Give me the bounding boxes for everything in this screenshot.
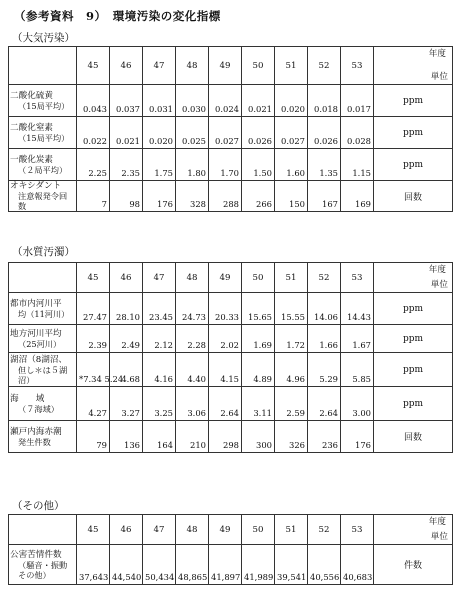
other-table <box>8 514 453 585</box>
row-label <box>9 85 77 117</box>
indicator-subtitle: 均（11河川） <box>18 308 70 319</box>
value-cell: 266 <box>242 181 275 212</box>
row-label <box>9 149 77 181</box>
value-cell: 3.11 <box>242 387 275 421</box>
value-cell: 0.027 <box>209 117 242 149</box>
year-header: 46 <box>110 47 143 85</box>
year-header: 53 <box>341 263 374 293</box>
row-label <box>9 293 77 325</box>
value-cell: 0.028 <box>341 117 374 149</box>
value-cell: 288 <box>209 181 242 212</box>
value-cell: 5.85 <box>341 353 374 387</box>
value-cell: 14.43 <box>341 293 374 325</box>
indicator-name: オキシダント <box>10 181 62 191</box>
year-header: 47 <box>143 47 176 85</box>
value-cell: 2.64 <box>209 387 242 421</box>
value-cell: 37,643 <box>77 545 110 585</box>
year-header: 51 <box>275 47 308 85</box>
indicator-name: 二酸化窒素 <box>10 122 53 133</box>
value-cell: 28.10 <box>110 293 143 325</box>
value-cell: 1.15 <box>341 149 374 181</box>
year-label: 年度 <box>428 517 446 527</box>
value-cell: 300 <box>242 421 275 453</box>
value-cell: 40,556 <box>308 545 341 585</box>
unit-cell: ppm <box>374 325 453 353</box>
value-cell: 0.022 <box>77 117 110 149</box>
value-cell: 0.037 <box>110 85 143 117</box>
indicator-subtitle: （騒音・振動その他） <box>18 559 68 580</box>
value-cell: 48,865 <box>176 545 209 585</box>
value-cell: 2.49 <box>110 325 143 353</box>
year-unit-corner <box>374 515 453 545</box>
value-cell: 2.02 <box>209 325 242 353</box>
value-cell: 326 <box>275 421 308 453</box>
year-header: 49 <box>209 47 242 85</box>
row-label <box>9 545 77 585</box>
year-unit-corner <box>374 263 453 293</box>
table-row <box>9 117 453 149</box>
value-cell: 3.25 <box>143 387 176 421</box>
value-cell: 0.018 <box>308 85 341 117</box>
page-title: （参考資料 9） 環境汚染の変化指標 <box>14 9 221 23</box>
value-cell: 5.29 <box>308 353 341 387</box>
value-cell: 3.00 <box>341 387 374 421</box>
row-label <box>9 421 77 453</box>
value-cell: 27.47 <box>77 293 110 325</box>
table-row <box>9 85 453 117</box>
year-header: 48 <box>176 263 209 293</box>
header-blank <box>9 515 77 545</box>
value-cell: 4.40 <box>176 353 209 387</box>
unit-label: 単位 <box>430 72 448 82</box>
value-cell: 0.020 <box>143 117 176 149</box>
value-cell: 98 <box>110 181 143 212</box>
year-header: 46 <box>110 263 143 293</box>
value-cell: 1.75 <box>143 149 176 181</box>
value-cell: 41,989 <box>242 545 275 585</box>
value-cell: 40,683 <box>341 545 374 585</box>
unit-cell: ppm <box>374 353 453 387</box>
unit-cell: ppm <box>374 149 453 181</box>
value-cell: 210 <box>176 421 209 453</box>
table-row <box>9 353 453 387</box>
value-cell: 0.030 <box>176 85 209 117</box>
year-label: 年度 <box>428 49 446 59</box>
year-header: 51 <box>275 263 308 293</box>
table-row <box>9 545 453 585</box>
value-cell: 3.06 <box>176 387 209 421</box>
value-cell: 1.72 <box>275 325 308 353</box>
value-cell: 1.50 <box>242 149 275 181</box>
indicator-subtitle: （15局平均） <box>18 132 70 143</box>
indicator-name: 二酸化硫黄 <box>10 90 53 101</box>
value-cell: 0.021 <box>110 117 143 149</box>
value-cell: 1.80 <box>176 149 209 181</box>
table-row <box>9 149 453 181</box>
value-cell: 167 <box>308 181 341 212</box>
unit-label: 単位 <box>430 532 448 542</box>
section-label-air: （大気汚染） <box>12 32 75 44</box>
year-header: 46 <box>110 515 143 545</box>
row-label <box>9 325 77 353</box>
year-header: 45 <box>77 47 110 85</box>
value-cell: 41,897 <box>209 545 242 585</box>
indicator-subtitle: 但し＊は５湖沼） <box>18 364 68 385</box>
value-cell: 4.68 <box>110 353 143 387</box>
value-cell: 15.55 <box>275 293 308 325</box>
year-header: 48 <box>176 47 209 85</box>
year-header: 47 <box>143 263 176 293</box>
value-cell: 0.017 <box>341 85 374 117</box>
value-cell: 0.026 <box>242 117 275 149</box>
header-row <box>9 47 453 85</box>
table-row <box>9 387 453 421</box>
value-cell: 14.06 <box>308 293 341 325</box>
year-header: 49 <box>209 263 242 293</box>
unit-label: 単位 <box>430 280 448 290</box>
indicator-name: 湖沼（8湖沼、 <box>10 354 68 365</box>
indicator-subtitle: （２局平均） <box>18 164 68 175</box>
unit-cell: ppm <box>374 85 453 117</box>
value-cell: 20.33 <box>209 293 242 325</box>
value-cell: 4.89 <box>242 353 275 387</box>
row-label <box>9 181 77 212</box>
value-cell: 23.45 <box>143 293 176 325</box>
section-label-other: （その他） <box>12 500 65 512</box>
header-row <box>9 263 453 293</box>
value-cell: 2.28 <box>176 325 209 353</box>
header-blank <box>9 47 77 85</box>
value-cell: 3.27 <box>110 387 143 421</box>
indicator-subtitle: （７海域） <box>18 403 59 414</box>
indicator-name: 瀬戸内海赤潮 <box>10 426 62 437</box>
value-cell: 4.15 <box>209 353 242 387</box>
row-label <box>9 117 77 149</box>
header-blank <box>9 263 77 293</box>
year-unit-corner <box>374 47 453 85</box>
indicator-name: 海 域 <box>10 393 45 404</box>
year-header: 53 <box>341 515 374 545</box>
value-cell: 0.026 <box>308 117 341 149</box>
indicator-name: 都市内河川平 <box>10 298 62 309</box>
year-header: 50 <box>242 47 275 85</box>
indicator-name: 一酸化炭素 <box>10 154 53 165</box>
value-cell: 44,540 <box>110 545 143 585</box>
unit-cell: 件数 <box>374 545 453 585</box>
row-label <box>9 353 77 387</box>
value-cell: 1.70 <box>209 149 242 181</box>
unit-cell: ppm <box>374 293 453 325</box>
indicator-subtitle: 発生件数 <box>18 436 51 447</box>
value-cell: 2.25 <box>77 149 110 181</box>
value-cell: 0.027 <box>275 117 308 149</box>
value-cell: 164 <box>143 421 176 453</box>
value-cell: 298 <box>209 421 242 453</box>
value-cell: 4.27 <box>77 387 110 421</box>
value-cell: 2.35 <box>110 149 143 181</box>
table-row <box>9 181 453 212</box>
table-row <box>9 421 453 453</box>
value-cell: 39,541 <box>275 545 308 585</box>
year-header: 50 <box>242 515 275 545</box>
year-header: 52 <box>308 47 341 85</box>
value-cell: 4.16 <box>143 353 176 387</box>
year-header: 50 <box>242 263 275 293</box>
section-label-water: （水質汚濁） <box>12 246 75 258</box>
year-header: 51 <box>275 515 308 545</box>
table-row <box>9 293 453 325</box>
value-cell: 0.031 <box>143 85 176 117</box>
header-row <box>9 515 453 545</box>
year-header: 48 <box>176 515 209 545</box>
indicator-subtitle: （15局平均） <box>18 100 70 111</box>
year-header: 49 <box>209 515 242 545</box>
value-cell: 0.025 <box>176 117 209 149</box>
indicator-subtitle: （25河川） <box>18 338 62 349</box>
air-pollution-table <box>8 46 453 212</box>
value-cell: 7 <box>77 181 110 212</box>
value-cell: 1.69 <box>242 325 275 353</box>
unit-cell: ppm <box>374 117 453 149</box>
value-cell: 2.59 <box>275 387 308 421</box>
year-header: 52 <box>308 515 341 545</box>
value-cell: 2.39 <box>77 325 110 353</box>
value-cell: 4.96 <box>275 353 308 387</box>
year-header: 53 <box>341 47 374 85</box>
value-cell: 328 <box>176 181 209 212</box>
year-label: 年度 <box>428 265 446 275</box>
water-pollution-table <box>8 262 453 453</box>
indicator-subtitle: 注意報発令回数 <box>18 191 68 211</box>
unit-cell: 回数 <box>374 181 453 212</box>
table-row <box>9 325 453 353</box>
value-cell: 79 <box>77 421 110 453</box>
value-cell: 236 <box>308 421 341 453</box>
value-cell: 176 <box>143 181 176 212</box>
value-cell: 24.73 <box>176 293 209 325</box>
value-cell: 150 <box>275 181 308 212</box>
value-cell: 0.020 <box>275 85 308 117</box>
row-label <box>9 387 77 421</box>
value-cell: 2.12 <box>143 325 176 353</box>
value-cell: 0.043 <box>77 85 110 117</box>
year-header: 45 <box>77 515 110 545</box>
value-cell: 2.64 <box>308 387 341 421</box>
value-cell: 1.67 <box>341 325 374 353</box>
value-cell: 169 <box>341 181 374 212</box>
value-cell: 15.65 <box>242 293 275 325</box>
year-header: 45 <box>77 263 110 293</box>
indicator-name: 公害苦情件数 <box>10 549 62 560</box>
value-cell: 136 <box>110 421 143 453</box>
value-cell: 50,434 <box>143 545 176 585</box>
value-cell: 0.021 <box>242 85 275 117</box>
value-cell: 1.66 <box>308 325 341 353</box>
value-cell: 176 <box>341 421 374 453</box>
unit-cell: 回数 <box>374 421 453 453</box>
year-header: 47 <box>143 515 176 545</box>
value-cell: 1.60 <box>275 149 308 181</box>
value-cell: 1.35 <box>308 149 341 181</box>
indicator-name: 地方河川平均 <box>10 328 62 339</box>
value-cell: *7.34 5.24 <box>77 353 110 387</box>
year-header: 52 <box>308 263 341 293</box>
value-cell: 0.024 <box>209 85 242 117</box>
unit-cell: ppm <box>374 387 453 421</box>
